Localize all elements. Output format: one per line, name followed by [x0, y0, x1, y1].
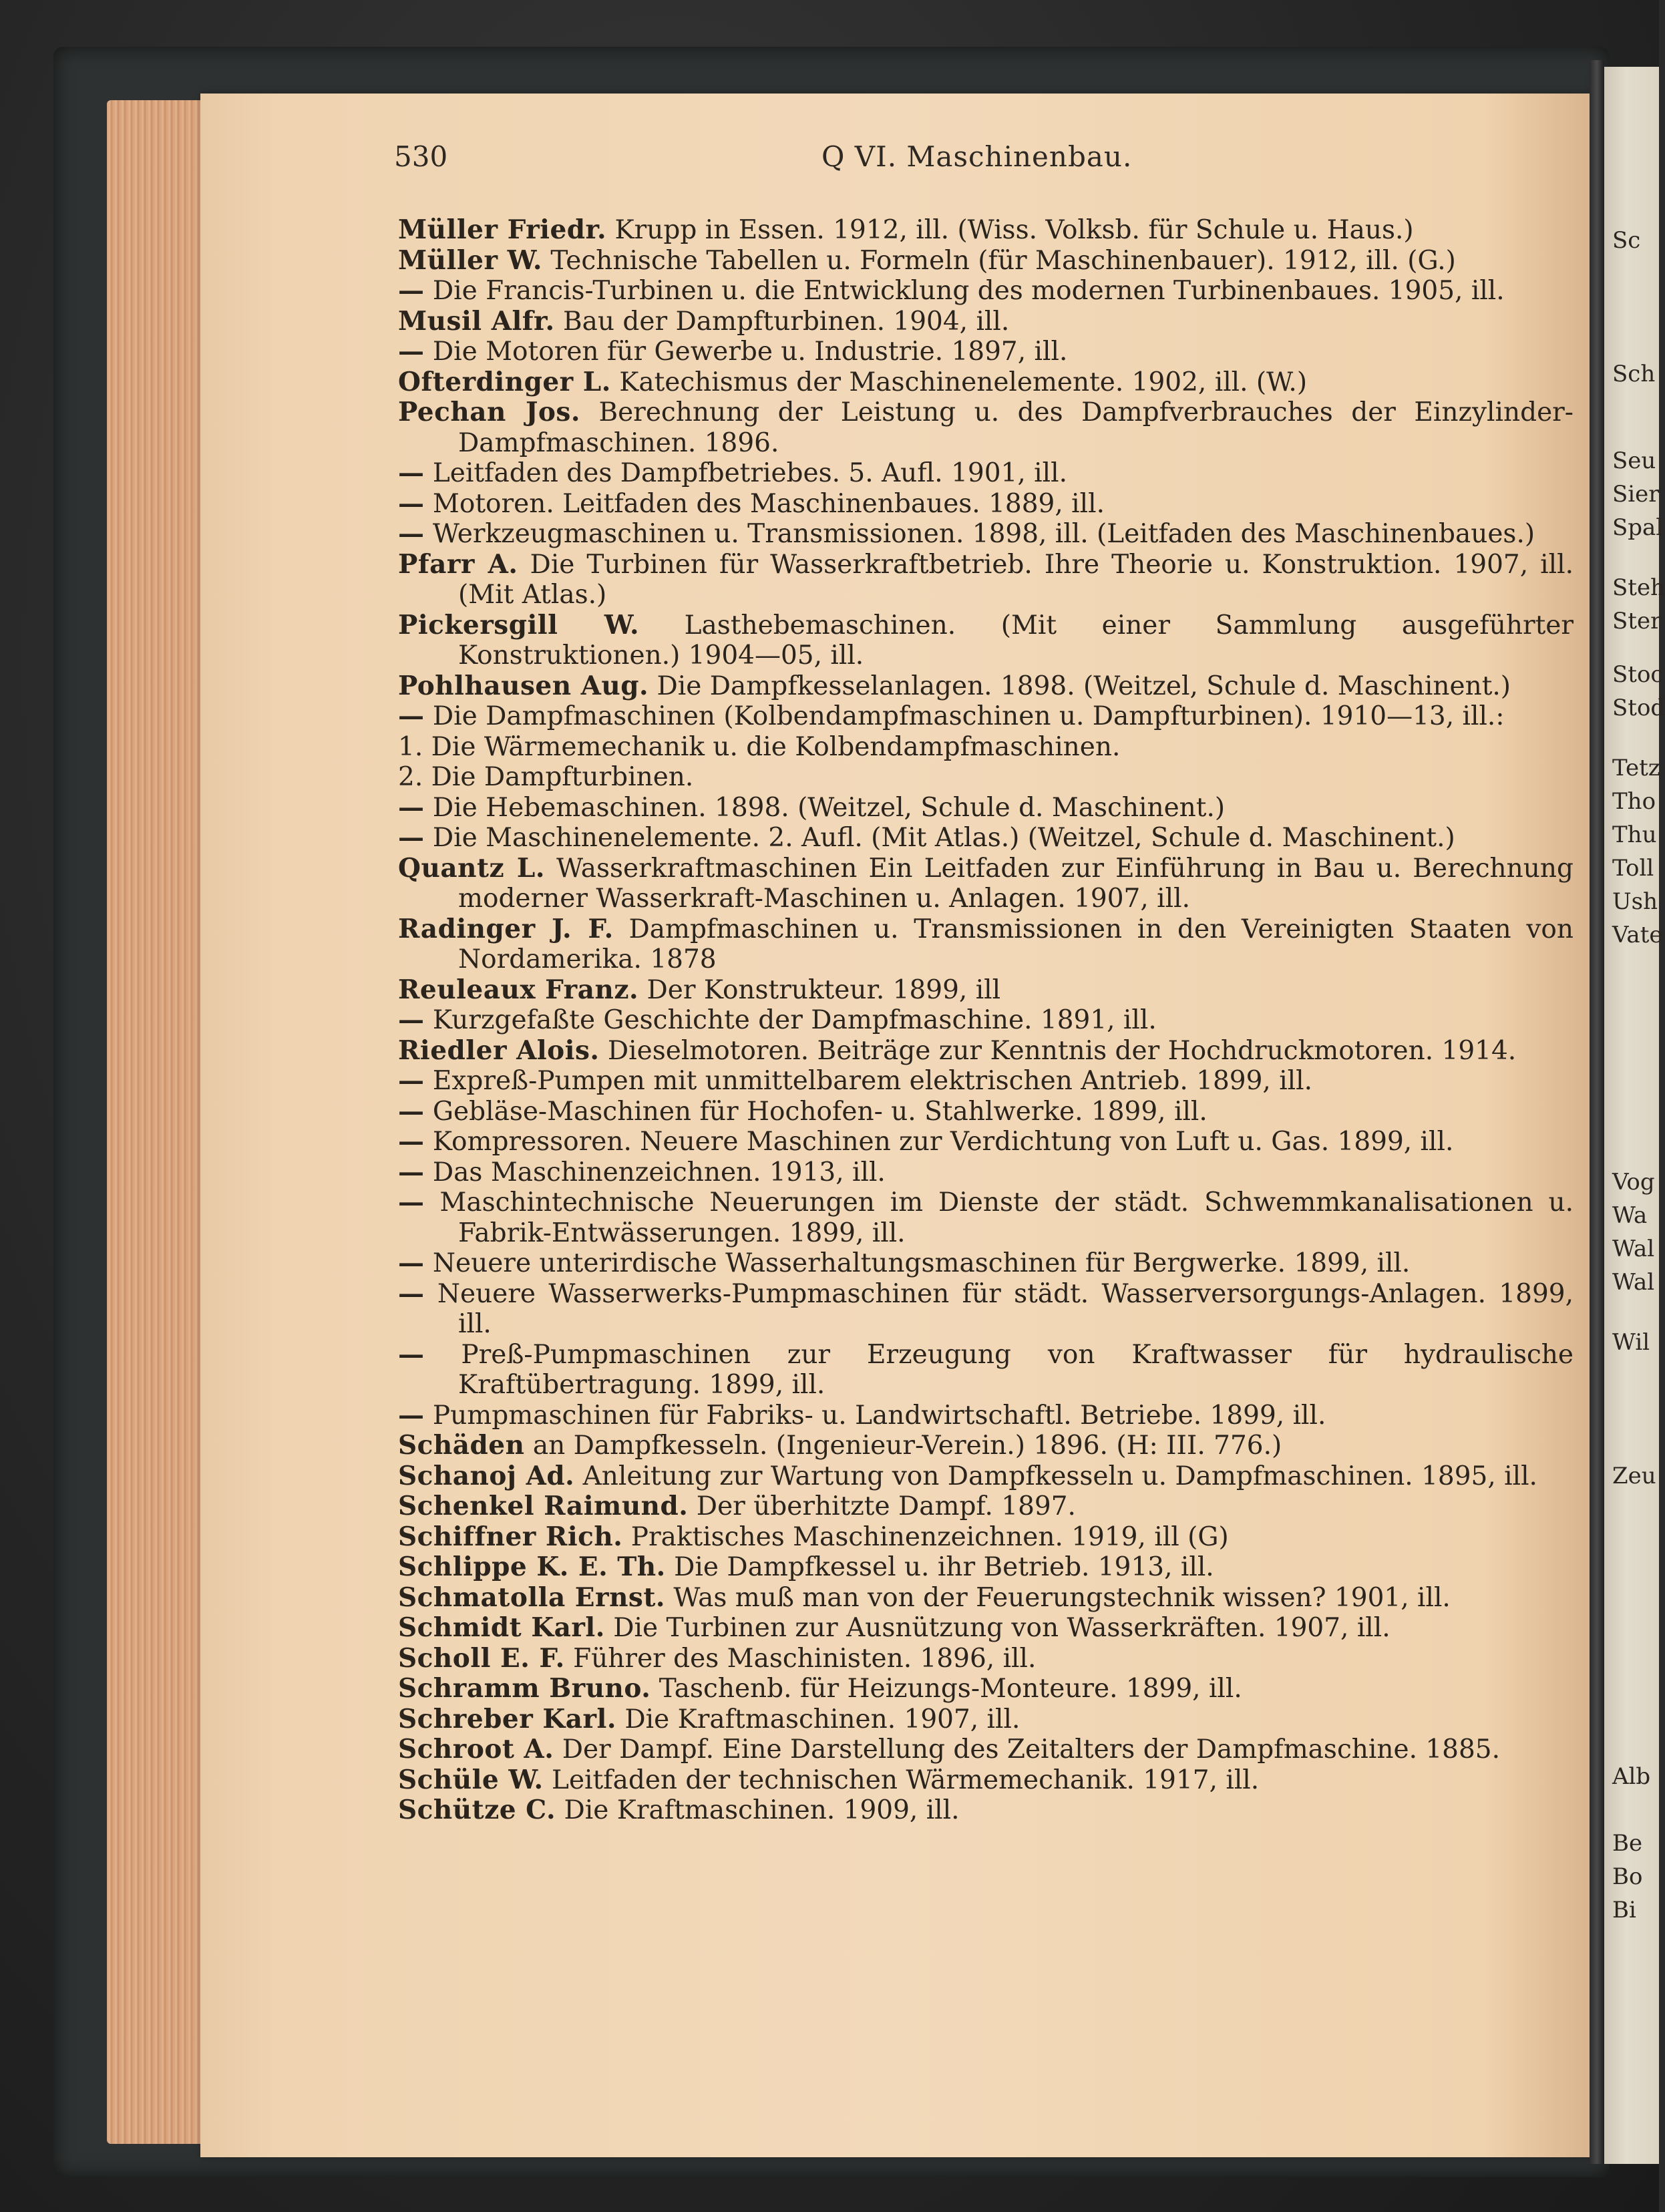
entry-text: Führer des Maschinisten. 1896, ill.	[573, 1643, 1037, 1674]
entry-author: Scholl E. F.	[398, 1642, 565, 1674]
bibliography-entry	[398, 489, 1574, 520]
bibliography-entry	[398, 975, 1574, 1006]
entry-text: Neuere unterirdische Wasserhaltungsmaschinen für Bergwerke. 1899, ill.	[432, 1248, 1411, 1278]
entry-text: Neuere Wasserwerks-Pumpmaschinen für städt. Wasserversorgungs-Anlagen. 1899, ill.	[437, 1278, 1574, 1339]
entry-text: Dampfmaschinen u. Transmissionen in den Vereinigten Staaten von Nordamerika. 1878	[458, 914, 1574, 974]
facing-page-fragment: Sch	[1612, 361, 1656, 387]
facing-page-fragment: Vog	[1612, 1169, 1655, 1195]
entry-author: Schütze C.	[398, 1795, 556, 1825]
bibliography-entry	[398, 1157, 1574, 1188]
facing-page-fragment: Wal	[1612, 1269, 1655, 1296]
entry-text: Was muß man von der Feuerungstechnik wissen? 1901, ill.	[673, 1582, 1451, 1613]
entry-text: Der Konstrukteur. 1899, ill	[646, 974, 1001, 1005]
entry-author: Quantz L.	[398, 852, 545, 884]
entry-author: Schmidt Karl.	[398, 1612, 605, 1643]
bibliography-entry	[398, 762, 1574, 793]
entry-text: Die Dampfmaschinen (Kolbendampfmaschinen u. Dampfturbinen). 1910—13, ill.:	[432, 701, 1505, 731]
entry-text: Taschenb. für Heizungs-Monteure. 1899, ill.	[659, 1674, 1242, 1704]
bibliography-entry	[398, 1401, 1574, 1431]
entry-author: Schmatolla Ernst.	[398, 1582, 665, 1613]
bibliography-entry	[398, 1187, 1574, 1248]
entry-author: Schanoj Ad.	[398, 1460, 575, 1491]
entry-text: Der überhitzte Dampf. 1897.	[696, 1491, 1076, 1521]
entry-text: an Dampfkesseln. (Ingenieur-Verein.) 1896. (H: III. 776.)	[532, 1431, 1282, 1461]
bibliography-entry	[398, 1097, 1574, 1127]
entry-text: Die Kraftmaschinen. 1909, ill.	[564, 1795, 960, 1825]
entry-text: Der Dampf. Eine Darstellung des Zeitalters der Dampfmaschine. 1885.	[562, 1734, 1501, 1765]
bibliography-entry	[398, 1279, 1574, 1340]
book-gutter	[1590, 60, 1604, 2164]
bibliography-entry	[398, 701, 1574, 732]
entry-text: Wasserkraftmaschinen Ein Leitfaden zur Einführung in Bau u. Berechnung moderner Wasserkraft-Maschinen u. Anlagen. 1907, ill.	[458, 853, 1574, 914]
facing-page-fragment: Be	[1612, 1830, 1643, 1857]
facing-page-fragment: Wal	[1612, 1236, 1655, 1262]
facing-page-edge	[1604, 67, 1665, 2164]
entry-text: Die Dampfkessel u. ihr Betrieb. 1913, ill.	[674, 1552, 1214, 1582]
entry-text: Bau der Dampfturbinen. 1904, ill.	[563, 306, 1010, 337]
entry-author: —	[398, 1065, 425, 1096]
entry-author: Schenkel Raimund.	[398, 1491, 689, 1521]
bibliography-entry	[398, 1036, 1574, 1067]
entry-author: —	[398, 1004, 425, 1035]
entry-author: —	[398, 275, 425, 306]
entry-text: Krupp in Essen. 1912, ill. (Wiss. Volksb. für Schule u. Haus.)	[614, 215, 1414, 245]
bibliography-entry	[398, 1066, 1574, 1097]
bibliography-entry	[398, 1340, 1574, 1401]
bibliography-entry	[398, 823, 1574, 854]
entry-author: —	[398, 1187, 425, 1218]
facing-page-fragment: Thu	[1612, 821, 1657, 848]
entry-text: 1. Die Wärmemechanik u. die Kolbendampfmaschinen.	[398, 731, 1121, 762]
facing-page-fragment: Steh	[1612, 574, 1665, 601]
running-title: Q VI. Maschinenbau.	[821, 140, 1133, 173]
bibliography-entry	[398, 458, 1574, 489]
entry-text: 2. Die Dampfturbinen.	[398, 762, 694, 792]
bibliography-entry	[398, 1461, 1574, 1492]
entry-text: Motoren. Leitfaden des Maschinenbaues. 1889, ill.	[432, 488, 1105, 519]
bibliography-entry	[398, 1704, 1574, 1735]
bibliography-entry	[398, 1644, 1574, 1674]
entry-text: Pumpmaschinen für Fabriks- u. Landwirtschaftl. Betriebe. 1899, ill.	[432, 1400, 1326, 1431]
bibliography-entry	[398, 1795, 1574, 1826]
entry-text: Katechismus der Maschinenelemente. 1902, ill. (W.)	[619, 367, 1308, 397]
bibliography-entry	[398, 854, 1574, 914]
bibliography-entry	[398, 1734, 1574, 1765]
entry-text: Die Kraftmaschinen. 1907, ill.	[624, 1704, 1021, 1734]
entry-author: —	[398, 1399, 425, 1431]
bibliography-entry	[398, 1674, 1574, 1704]
bibliography-entry	[398, 1552, 1574, 1583]
entry-author: —	[398, 1095, 425, 1127]
entry-text: Das Maschinenzeichnen. 1913, ill.	[432, 1157, 886, 1187]
facing-page-fragment: Toll	[1612, 855, 1654, 882]
entry-author: —	[398, 488, 425, 519]
entry-author: Musil Alfr.	[398, 305, 555, 337]
entry-text: Maschintechnische Neuerungen im Dienste der städt. Schwemmkanalisationen u. Fabrik-Entwässerungen. 1899, ill.	[439, 1187, 1574, 1248]
entry-text: Technische Tabellen u. Formeln (für Maschinenbauer). 1912, ill. (G.)	[550, 245, 1456, 276]
bibliography-entry	[398, 276, 1574, 307]
bibliography-entry	[398, 1583, 1574, 1614]
bibliography-entry	[398, 519, 1574, 550]
entry-author: Pohlhausen Aug.	[398, 670, 649, 701]
entry-text: Die Motoren für Gewerbe u. Industrie. 1897, ill.	[432, 337, 1068, 367]
facing-page-fragment: Seu	[1612, 447, 1656, 474]
entry-text: Die Maschinenelemente. 2. Aufl. (Mit Atlas.) (Weitzel, Schule d. Maschinent.)	[432, 823, 1455, 853]
bibliography-entry	[398, 1765, 1574, 1796]
bibliography-list	[398, 215, 1574, 1826]
entry-text: Die Turbinen zur Ausnützung von Wasserkräften. 1907, ill.	[613, 1613, 1391, 1643]
entry-text: Leitfaden des Dampfbetriebes. 5. Aufl. 1901, ill.	[432, 458, 1067, 488]
entry-text: Dieselmotoren. Beiträge zur Kenntnis der Hochdruckmotoren. 1914.	[607, 1035, 1517, 1066]
bibliography-entry	[398, 1248, 1574, 1279]
entry-text: Die Turbinen für Wasserkraftbetrieb. Ihre Theorie u. Konstruktion. 1907, ill. (Mit Atlas.)	[458, 549, 1574, 610]
bibliography-entry	[398, 246, 1574, 276]
facing-page-fragment: Ster	[1612, 608, 1662, 634]
entry-author: —	[398, 1156, 425, 1187]
facing-page-fragment: Ush	[1612, 888, 1658, 915]
entry-author: —	[398, 518, 425, 549]
bibliography-entry	[398, 732, 1574, 763]
bibliography-entry	[398, 1491, 1574, 1522]
bibliography-entry	[398, 671, 1574, 702]
facing-page-fragment: Spal	[1612, 514, 1664, 541]
entry-author: —	[398, 457, 425, 488]
bibliography-entry	[398, 1127, 1574, 1157]
bibliography-entry	[398, 793, 1574, 823]
facing-page-fragment: Tho	[1612, 788, 1656, 815]
bibliography-entry	[398, 550, 1574, 610]
entry-author: Schiffner Rich.	[398, 1521, 623, 1552]
bibliography-entry	[398, 215, 1574, 246]
facing-page-fragment: Zeu	[1612, 1463, 1656, 1489]
bibliography-entry	[398, 397, 1574, 458]
page-number: 530	[394, 140, 448, 173]
entry-text: Lasthebemaschinen. (Mit einer Sammlung ausgeführter Konstruktionen.) 1904—05, ill.	[458, 610, 1574, 671]
entry-author: Müller W.	[398, 244, 542, 276]
entry-author: —	[398, 701, 425, 731]
bibliography-entry	[398, 610, 1574, 671]
facing-page-fragment: Alb	[1612, 1763, 1651, 1790]
entry-author: —	[398, 1338, 425, 1370]
entry-author: —	[398, 336, 425, 367]
facing-page-fragment: Wa	[1612, 1202, 1648, 1229]
facing-page-fragment: Sier	[1612, 481, 1660, 508]
entry-author: Reuleaux Franz.	[398, 974, 639, 1005]
entry-text: Berechnung der Leistung u. des Dampfverbrauches der Einzylinder-Dampfmaschinen. 1896.	[458, 397, 1574, 458]
facing-page-fragment: Vate	[1612, 922, 1663, 948]
facing-page-fragment: Tetz	[1612, 755, 1660, 781]
page-header	[394, 140, 1583, 180]
entry-author: Schlippe K. E. Th.	[398, 1551, 666, 1582]
entry-text: Expreß-Pumpen mit unmittelbarem elektrischen Antrieb. 1899, ill.	[432, 1066, 1313, 1096]
entry-author: —	[398, 1248, 425, 1278]
entry-text: Die Francis-Turbinen u. die Entwicklung des modernen Turbinenbaues. 1905, ill.	[432, 276, 1505, 306]
entry-author: —	[398, 791, 425, 823]
entry-text: Gebläse-Maschinen für Hochofen- u. Stahlwerke. 1899, ill.	[432, 1096, 1208, 1127]
facing-page-fragment: Wil	[1612, 1329, 1650, 1356]
entry-author: Müller Friedr.	[398, 214, 607, 245]
entry-author: —	[398, 1278, 425, 1309]
entry-author: Schramm Bruno.	[398, 1673, 651, 1704]
entry-author: Radinger J. F.	[398, 913, 614, 944]
entry-author: Pickersgill W.	[398, 609, 640, 640]
entry-text: Die Dampfkesselanlagen. 1898. (Weitzel, Schule d. Maschinent.)	[657, 671, 1511, 701]
entry-text: Kurzgefaßte Geschichte der Dampfmaschine. 1891, ill.	[432, 1005, 1157, 1035]
entry-text: Anleitung zur Wartung von Dampfkesseln u. Dampfmaschinen. 1895, ill.	[582, 1461, 1537, 1491]
entry-text: Die Hebemaschinen. 1898. (Weitzel, Schule d. Maschinent.)	[432, 792, 1226, 823]
entry-text: Praktisches Maschinenzeichnen. 1919, ill (G)	[630, 1521, 1229, 1552]
facing-page-fragment: Sc	[1612, 227, 1641, 254]
entry-text: Werkzeugmaschinen u. Transmissionen. 1898, ill. (Leitfaden des Maschinenbaues.)	[432, 519, 1535, 549]
facing-page-fragment: Bo	[1612, 1863, 1643, 1890]
bibliography-entry	[398, 914, 1574, 975]
entry-author: Schroot A.	[398, 1734, 554, 1765]
bibliography-entry	[398, 1431, 1574, 1461]
entry-author: —	[398, 1126, 425, 1157]
entry-author: Pechan Jos.	[398, 397, 580, 427]
bibliography-entry	[398, 1613, 1574, 1644]
entry-author: Pfarr A.	[398, 548, 518, 580]
bibliography-entry	[398, 1522, 1574, 1553]
facing-page-fragment: Stoc	[1612, 661, 1664, 688]
bibliography-entry	[398, 307, 1574, 337]
facing-page-fragment: Stod	[1612, 695, 1665, 721]
entry-author: Riedler Alois.	[398, 1035, 600, 1066]
bibliography-entry	[398, 367, 1574, 398]
facing-page-fragment: Bi	[1612, 1897, 1636, 1923]
entry-author: Schüle W.	[398, 1764, 544, 1795]
bibliography-entry	[398, 337, 1574, 367]
entry-author: Ofterdinger L.	[398, 366, 611, 397]
bibliography-entry	[398, 1005, 1574, 1036]
entry-author: Schreber Karl.	[398, 1703, 616, 1734]
page-edges	[107, 100, 207, 2144]
entry-author: Schäden	[398, 1430, 525, 1461]
entry-author: —	[398, 822, 425, 853]
entry-text: Kompressoren. Neuere Maschinen zur Verdichtung von Luft u. Gas. 1899, ill.	[432, 1127, 1454, 1157]
entry-text: Preß-Pumpmaschinen zur Erzeugung von Kraftwasser für hydraulische Kraftübertragung. 1899, ill.	[458, 1339, 1574, 1400]
entry-text: Leitfaden der technischen Wärmemechanik. 1917, ill.	[552, 1765, 1260, 1795]
